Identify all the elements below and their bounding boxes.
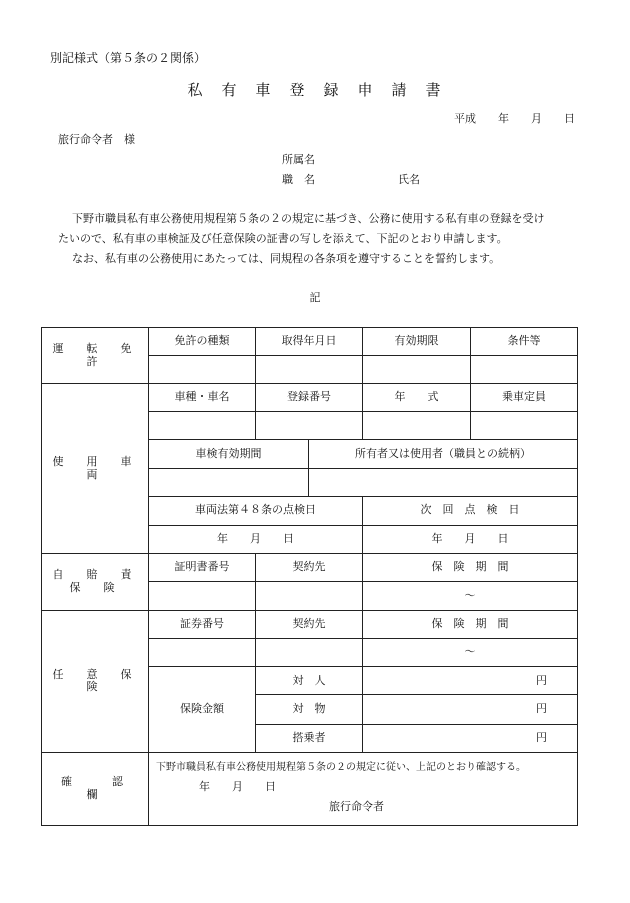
passenger-label: 搭乗者 <box>256 724 363 752</box>
compulsory-insurance-label: 自 賠 責 保 険 <box>42 553 149 610</box>
property-damage-label: 対 物 <box>256 695 363 724</box>
inspection-validity-header: 車検有効期間 <box>149 440 309 468</box>
compulsory-contractor-cell[interactable] <box>256 581 363 610</box>
policy-number-cell[interactable] <box>149 639 256 667</box>
registration-table <box>41 327 578 826</box>
vehicle-reg-number-header: 登録番号 <box>256 384 363 412</box>
vehicle-year-header: 年 式 <box>363 384 471 412</box>
addressee: 旅行命令者 様 <box>58 133 135 146</box>
confirmation-text: 下野市職員私有車公務使用規程第５条の２の規定に従い、上記のとおり確認する。 <box>156 761 526 773</box>
compulsory-period-header: 保 険 期 間 <box>363 553 578 581</box>
property-damage-amount[interactable]: 円 <box>363 695 578 724</box>
license-acquired-header: 取得年月日 <box>256 328 363 356</box>
license-expiry-header: 有効期限 <box>363 328 471 356</box>
vehicle-reg-number-cell[interactable] <box>256 412 363 440</box>
passenger-amount[interactable]: 円 <box>363 724 578 752</box>
license-type-cell[interactable] <box>149 356 256 384</box>
confirmation-date: 年 月 日 <box>199 779 276 793</box>
vehicle-model-header: 車種・車名 <box>149 384 256 412</box>
license-section-label: 運 転 免 許 <box>42 328 149 384</box>
name-label: 氏名 <box>398 173 420 186</box>
voluntary-period-header: 保 険 期 間 <box>363 611 578 639</box>
voluntary-period-cell[interactable]: ～ <box>363 639 578 667</box>
license-conditions-header: 条件等 <box>471 328 578 356</box>
policy-number-header: 証券番号 <box>149 611 256 639</box>
compulsory-contractor-header: 契約先 <box>256 553 363 581</box>
date-line: 平成 年 月 日 <box>454 112 575 125</box>
vehicle-year-cell[interactable] <box>363 412 471 440</box>
owner-user-cell[interactable] <box>309 468 578 496</box>
body-paragraph-line-2: たいので、私有車の車検証及び任意保険の証書の写しを添えて、下記のとおり申請します。 <box>58 232 508 245</box>
bodily-injury-label: 対 人 <box>256 667 363 695</box>
affiliation-label: 所属名 <box>282 153 315 166</box>
inspection-validity-cell[interactable] <box>149 468 309 496</box>
license-type-header: 免許の種類 <box>149 328 256 356</box>
certificate-number-header: 証明書番号 <box>149 553 256 581</box>
form-reference: 別記様式（第５条の２関係） <box>50 51 207 65</box>
page-title: 私 有 車 登 録 申 請 書 <box>187 81 443 99</box>
confirmation-label: 確 認 欄 <box>42 752 149 825</box>
compulsory-period-cell[interactable]: ～ <box>363 581 578 610</box>
next-inspection-date[interactable]: 年 月 日 <box>363 525 578 553</box>
license-conditions-cell[interactable] <box>471 356 578 384</box>
ki-heading: 記 <box>309 291 321 304</box>
body-paragraph-line-1: 下野市職員私有車公務使用規程第５条の２の規定に基づき、公務に使用する私有車の登録を受け <box>72 212 545 225</box>
bodily-injury-amount[interactable]: 円 <box>363 667 578 695</box>
vehicle-model-cell[interactable] <box>149 412 256 440</box>
position-label: 職 名 <box>282 173 315 186</box>
voluntary-contractor-cell[interactable] <box>256 639 363 667</box>
vehicle-section-label: 使 用 車 両 <box>42 384 149 554</box>
article48-inspection-header: 車両法第４８条の点検日 <box>149 496 363 525</box>
next-inspection-header: 次 回 点 検 日 <box>363 496 578 525</box>
insurance-amount-label: 保険金額 <box>149 667 256 752</box>
license-acquired-cell[interactable] <box>256 356 363 384</box>
voluntary-contractor-header: 契約先 <box>256 611 363 639</box>
confirmation-cell[interactable] <box>149 752 578 825</box>
certificate-number-cell[interactable] <box>149 581 256 610</box>
voluntary-insurance-label: 任 意 保 険 <box>42 611 149 753</box>
vehicle-capacity-cell[interactable] <box>471 412 578 440</box>
confirmation-signer: 旅行命令者 <box>329 799 384 813</box>
vehicle-capacity-header: 乗車定員 <box>471 384 578 412</box>
article48-inspection-date[interactable]: 年 月 日 <box>149 525 363 553</box>
body-paragraph-2: なお、私有車の公務使用にあたっては、同規程の各条項を遵守することを誓約します。 <box>72 252 501 265</box>
owner-user-header: 所有者又は使用者（職員との続柄） <box>309 440 578 468</box>
license-expiry-cell[interactable] <box>363 356 471 384</box>
